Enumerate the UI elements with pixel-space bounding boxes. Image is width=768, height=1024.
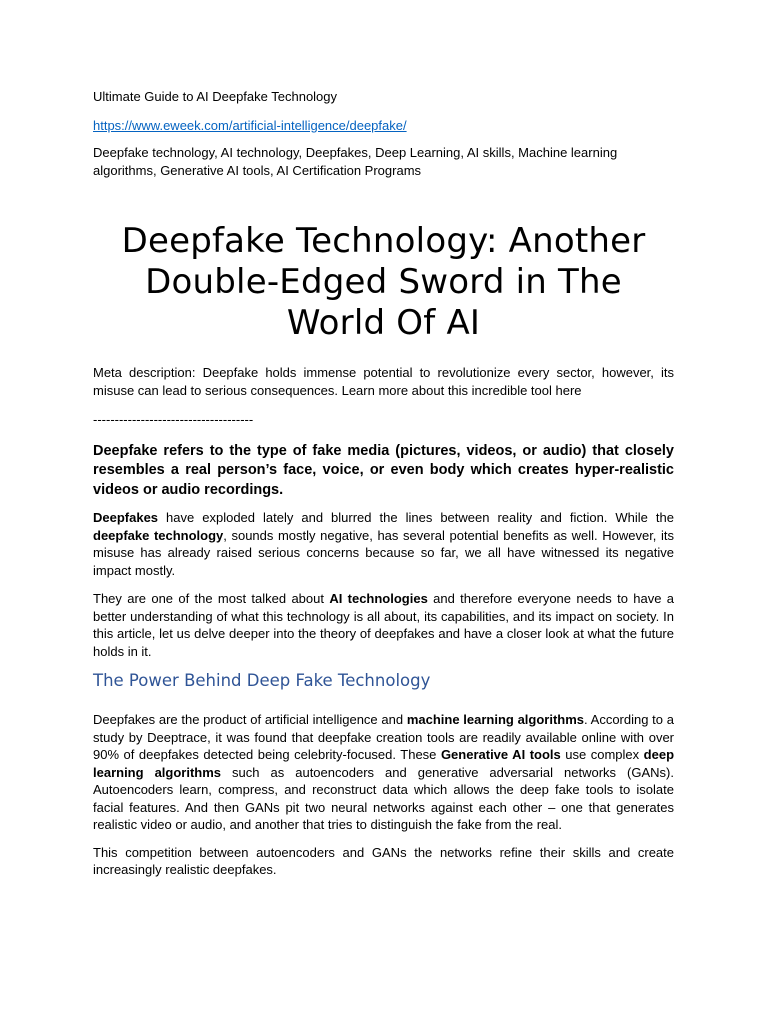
- text-run: have exploded lately and blurred the lines between reality and fiction. While the: [158, 510, 674, 525]
- keyword-tags: Deepfake technology, AI technology, Deepfakes, Deep Learning, AI skills, Machine learning algorithms, Generative AI tools, AI Certification Programs: [93, 145, 618, 178]
- bold-term: deepfake technology: [93, 527, 224, 543]
- text-run: , sounds mostly negative, has several potential benefits as well. However, its misuse has already raised serious concerns because so far, we all have witnessed its negative impact mostly.: [93, 527, 674, 578]
- text-run: and therefore everyone needs to have a better understanding of what this technology is all about, its capabilities, and its impact on society. In this article, let us delve deeper into the theory of deepfakes and have a closer look at what the future holds in it.: [93, 591, 674, 659]
- bold-term: AI technologies: [329, 591, 428, 606]
- separator-line: -------------------------------------: [93, 412, 254, 427]
- bold-term: machine learning algorithms: [406, 712, 585, 727]
- text-run: Deepfakes are the product of artificial intelligence and: [93, 712, 407, 727]
- meta-description: Meta description: Deepfake holds immense potential to revolutionize every sector, however, its misuse can lead to serious consequences. Learn more about this incredible tool here: [93, 365, 674, 398]
- text-run: use complex: [560, 747, 644, 762]
- article-title: Deepfake Technology: Another Double-Edged Sword in The World Of AI: [121, 221, 646, 343]
- text-run: They are one of the most talked about: [93, 591, 330, 606]
- closing-paragraph: This competition between autoencoders and GANs the networks refine their skills and create increasingly realistic deepfakes.: [93, 844, 674, 877]
- explanation-paragraph: [93, 711, 674, 834]
- text-run: such as autoencoders and generative adversarial networks (GANs). Autoencoders learn, compress, and reconstruct data which allows the deep fake tools to isolate facial features. And then GANs pit two neural networks against each other – one that generates realistic video or audio, and another that tries to distinguish the fake from the real.: [93, 764, 674, 832]
- section-heading: The Power Behind Deep Fake Technology: [93, 671, 431, 690]
- context-paragraph: [93, 590, 674, 660]
- text-run: . According to a study by Deeptrace, it was found that deepfake creation tools are readily available online with over 90% of deepfakes detected being celebrity-focused. These: [93, 712, 674, 762]
- bold-term: Generative AI tools: [440, 747, 561, 762]
- bold-term: Deepfakes: [93, 510, 159, 525]
- document-label: Ultimate Guide to AI Deepfake Technology: [93, 89, 338, 104]
- bold-term: deep learning algorithms: [93, 747, 675, 780]
- lead-paragraph: Deepfake refers to the type of fake media (pictures, videos, or audio) that closely resembles a real person’s face, voice, or even body which creates hyper-realistic videos or audio recordings.: [93, 442, 674, 498]
- source-link[interactable]: https://www.eweek.com/artificial-intelligence/deepfake/: [93, 117, 407, 133]
- intro-paragraph: [93, 509, 674, 579]
